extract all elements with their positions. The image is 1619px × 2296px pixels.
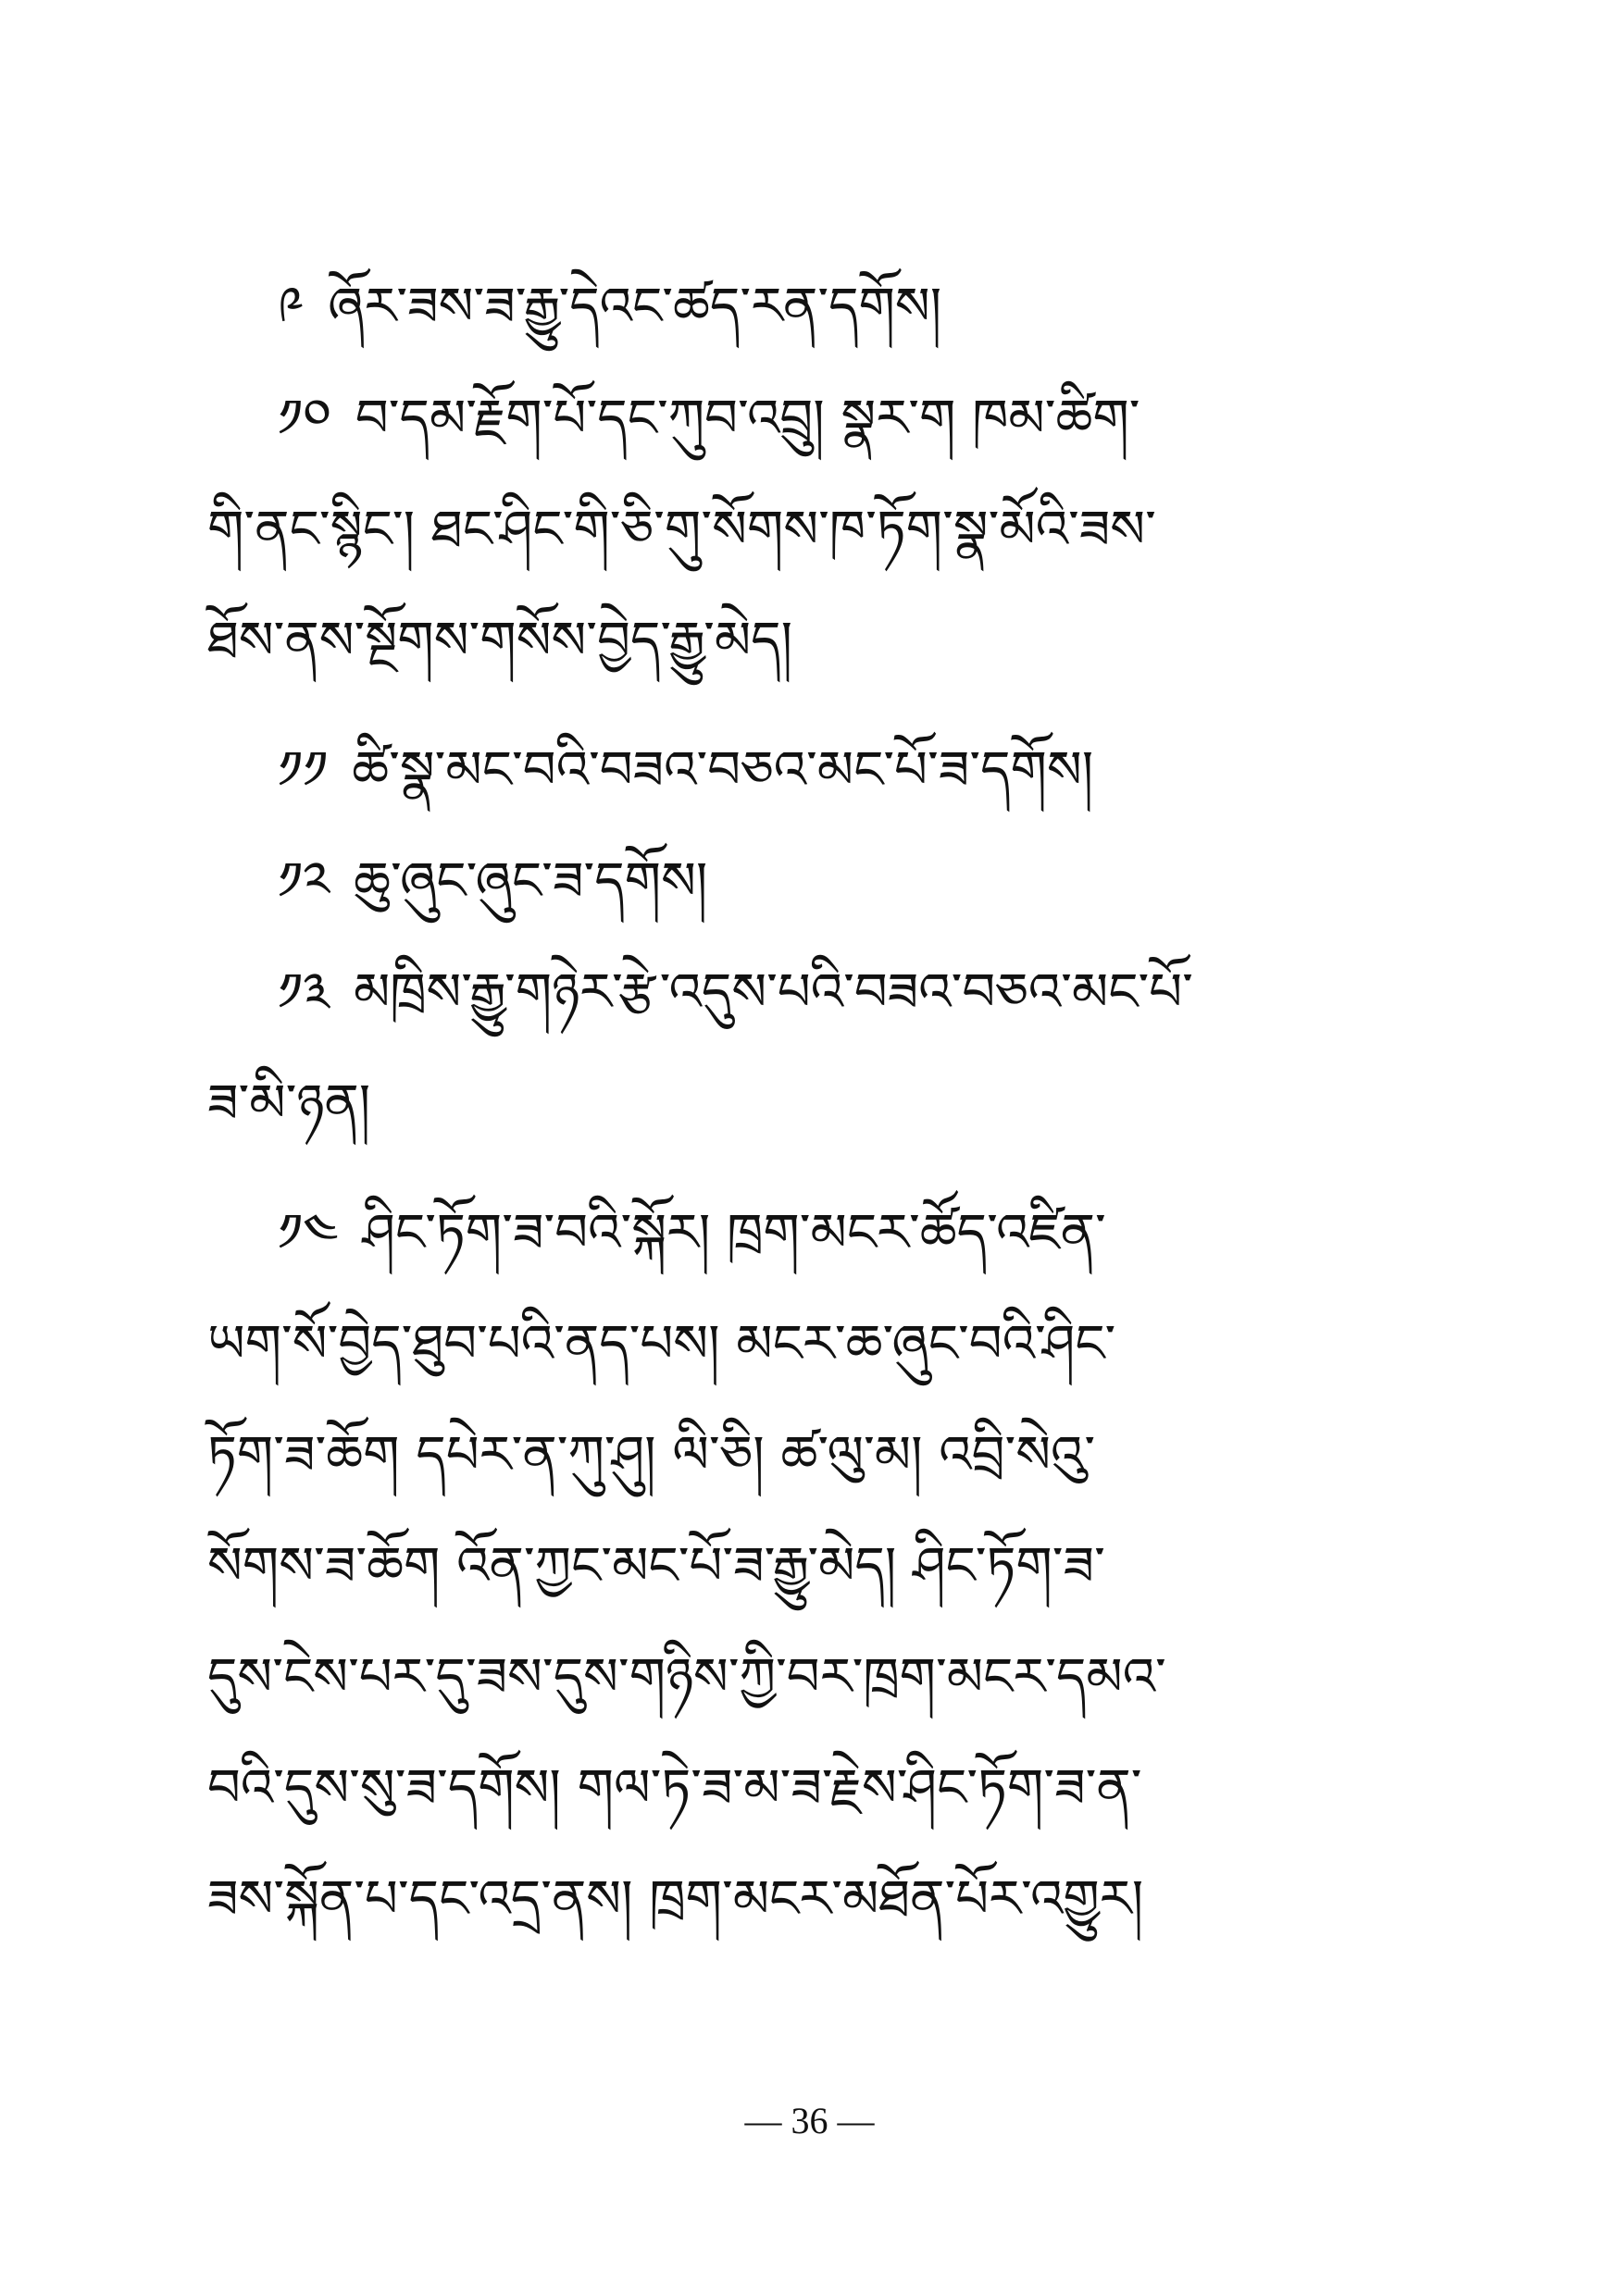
item-text-line: ཟས་སྐོན་པ་དང་འདྲ་ནས། ཁྲག་མངར་མཐོན་པོར་འགྱུར། — [207, 1869, 1144, 1930]
item-continuation-line — [0, 595, 1619, 688]
item-text-line: དུས་ངེས་པར་དུ་ཟས་དུས་གཉིས་ཀྱི་བར་ཁྲག་མངར་དམའ་ — [207, 1647, 1166, 1707]
page-number: — 36 — — [744, 2100, 875, 2141]
list-item — [0, 725, 1619, 817]
item-text-line: སོགས་ཟ་ཆོག འོན་ཀྱང་མང་པོ་ཟ་རྒྱུ་མེད། ཤིང་ཏོག་ཟ་ — [207, 1536, 1105, 1596]
item-text-line: མཁྲིས་རྒྱུ་གཉེར་རྩེ་འདུས་པའི་བཟའ་བཅའ་མང་པོ་ — [354, 962, 1193, 1023]
item-continuation-line — [0, 1409, 1619, 1502]
item-number: ༡༣ — [278, 962, 330, 1023]
item-text-line: ཞོར་ཟས་ཟ་རྒྱུ་དེའང་ཚད་རན་དགོས། — [328, 277, 942, 337]
item-text-line: ཏོག་ཟ་ཆོག དཔེར་ན་ཀུ་ཤུ། ལི་ཅི། ཚ་ལུ་མ། འབྲི་སེའུ་ — [207, 1425, 1096, 1485]
item-continuation-line — [0, 1520, 1619, 1613]
item-text-line: གི་ནང་སྙིང་། ཐང་ཤིང་གི་ཅི་གུ་སོགས་ཁ་ཏོག་སྣ་མོའི་ཟས་ — [207, 500, 1156, 560]
list-item — [0, 836, 1619, 928]
item-number: ༡༢ — [278, 851, 330, 912]
list-item — [0, 947, 1619, 1039]
item-continuation-line — [0, 484, 1619, 577]
item-continuation-line — [0, 1058, 1619, 1150]
item-continuation-line — [0, 1854, 1619, 1946]
item-text-line: བའི་དུས་སུ་ཟ་དགོས། གལ་ཏེ་ཟ་མ་ཟ་རྗེས་ཤིང་ཏོག་ཟ་ན་ — [207, 1758, 1142, 1818]
item-text-line: ཐོས་ནས་སྔོགས་གསོས་བྱེད་རྒྱུ་མེད། — [207, 611, 793, 671]
list-item — [0, 261, 1619, 354]
item-text-line: བ་དམ་རྗོག་པོ་དང་ཀུབ་འབྲུ། སྣར་ག ཁམ་ཚིག་ — [355, 389, 1140, 449]
item-text-line: ཤིང་ཏོག་ཟ་བའི་སྐོར། ཁྲག་མངར་ཚོད་འཛིན་ — [362, 1203, 1106, 1263]
list-item — [0, 373, 1619, 465]
item-continuation-line — [0, 1743, 1619, 1835]
item-number: ༩ — [278, 277, 305, 337]
item-text-line: ཟ་མི་ཉན། — [207, 1074, 371, 1134]
item-text-line: ཆུ་ཞུང་ཞུང་ཟ་དགོས། — [354, 851, 708, 912]
item-text-line: ཚི་སྣ་མང་བའི་བཟའ་བཅའ་མང་པོ་ཟ་དགོས། — [352, 740, 1094, 800]
item-number: ༡༤ — [278, 1203, 339, 1263]
item-number: ༡༡ — [278, 740, 329, 800]
item-number: ༡༠ — [278, 389, 331, 449]
item-continuation-line — [0, 1632, 1619, 1724]
list-item — [0, 1187, 1619, 1280]
item-continuation-line — [0, 1298, 1619, 1391]
item-text-line: ཡག་སོ་བྱེད་ཐུབ་པའི་ནད་པས། མངར་ཆ་ཞུང་བའི་ཤིང་ — [207, 1314, 1116, 1374]
